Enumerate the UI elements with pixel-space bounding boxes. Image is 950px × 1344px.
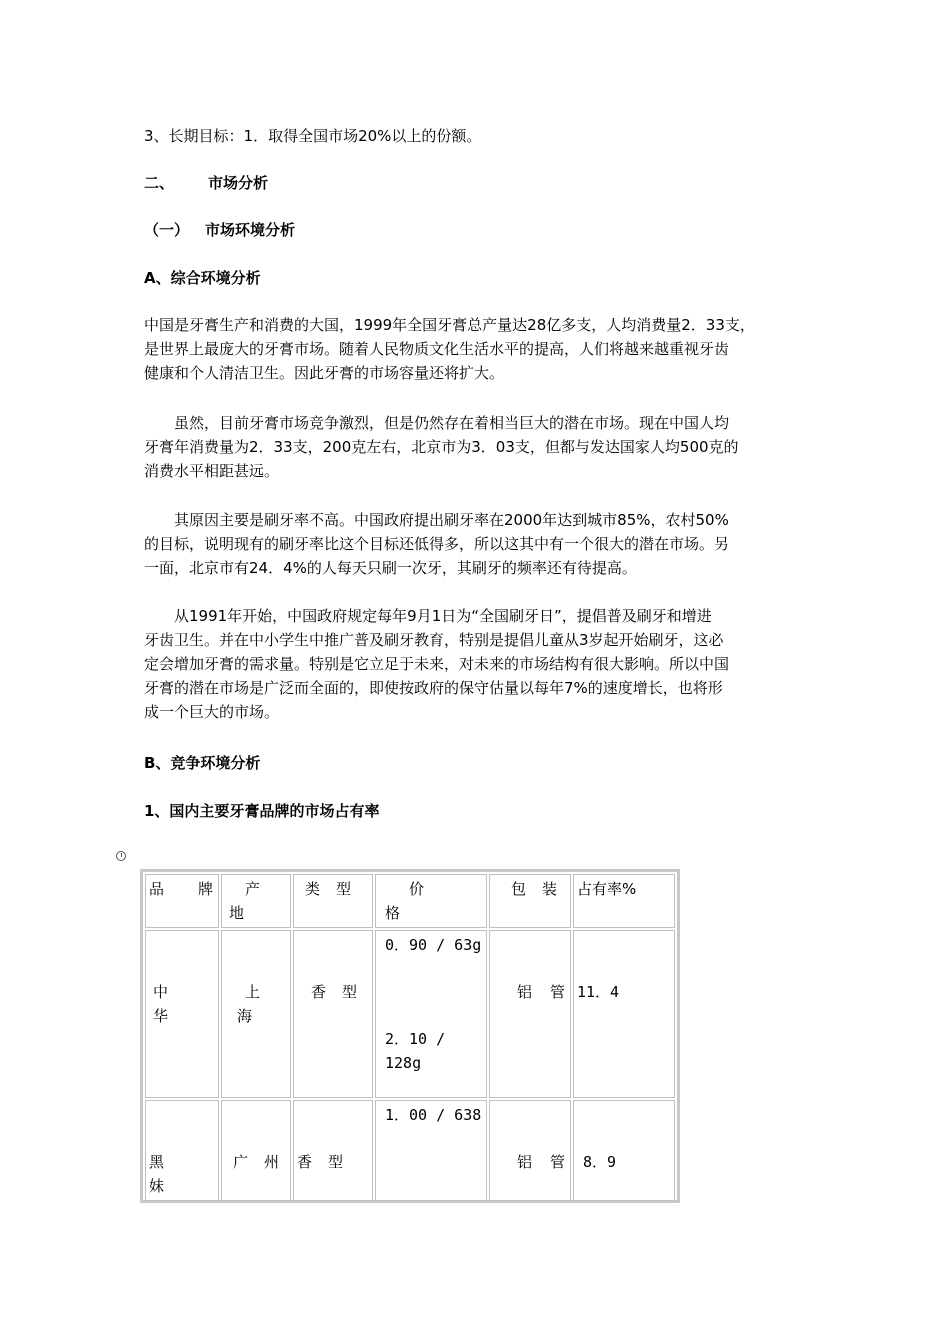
- cell-type: 香 型: [293, 1100, 373, 1201]
- header-type: 类 型: [293, 874, 373, 928]
- header-pack: 包 装: [489, 874, 571, 928]
- paragraph-4: 从1991年开始，中国政府规定每年9月1日为“全国刷牙日”，提倡普及刷牙和增进 牙齿卫生。并在中小学生中推广普及刷牙教育，特别是提倡儿童从3岁起开始刷牙，这必 定会增加牙膏的需求量。特别是它立足于未来，对未来的市场结构有很大影响。所以中国 牙膏的潜在市场是广泛而全面的，即使按政府的保守估量以每年7%的速度增长，也将形 成一个巨大的市场。: [144, 607, 730, 721]
- section-2-heading: [144, 171, 268, 195]
- cell-origin: 广 州: [221, 1100, 291, 1201]
- table-row: [145, 930, 675, 1098]
- subsection-1-heading: [144, 218, 295, 242]
- header-origin: 产 地: [221, 874, 291, 928]
- header-price: 价 格: [375, 874, 487, 928]
- header-brand: 品 牌: [145, 874, 219, 928]
- cell-pack: 铝 管: [489, 930, 571, 1098]
- header-share: 占有率%: [573, 874, 675, 928]
- subsection-1-number: （一）: [144, 221, 190, 239]
- market-share-table: [140, 869, 680, 1203]
- paragraph-2: 虽然，目前牙膏市场竞争激烈，但是仍然存在着相当巨大的潜在市场。现在中国人均 牙膏年消费量为2．33支，200克左右，北京市为3．03支，但都与发达国家人均500克的 消费水平相距甚远。: [144, 414, 739, 480]
- heading-b1: 1、国内主要牙膏品牌的市场占有率: [144, 802, 380, 820]
- long-term-goal: 3、长期目标：1．取得全国市场20%以上的份额。: [144, 127, 482, 145]
- cell-origin: 上 海: [221, 930, 291, 1098]
- paragraph-3: 其原因主要是刷牙率不高。中国政府提出刷牙率在2000年达到城市85%，农村50% 的目标，说明现有的刷牙率比这个目标还低得多，所以这其中有一个很大的潜在市场。另 一面，北京市有24．4%的人每天只刷一次牙，其刷牙的频率还有待提高。: [144, 511, 730, 577]
- cell-price: 0．90 / 63g 2．10 / 128g: [375, 930, 487, 1098]
- table-header-row: [145, 874, 675, 928]
- cell-brand: 黑妹: [145, 1100, 219, 1201]
- cell-brand: 中华: [145, 930, 219, 1098]
- cell-share: 8．9: [573, 1100, 675, 1201]
- cell-pack: 铝 管: [489, 1100, 571, 1201]
- cell-price: 1．00 / 638: [375, 1100, 487, 1201]
- heading-a: A、综合环境分析: [144, 269, 261, 287]
- paragraph-1: 中国是牙膏生产和消费的大国，1999年全国牙膏总产量达28亿多支，人均消费量2．33支， 是世界上最庞大的牙膏市场。随着人民物质文化生活水平的提高，人们将越来越重视牙齿 健康和个人清洁卫生。因此牙膏的市场容量还将扩大。: [144, 316, 755, 382]
- section-2-number: 二、: [144, 174, 175, 192]
- table-row: [145, 1100, 675, 1201]
- cell-share: 11．4: [573, 930, 675, 1098]
- table-anchor-icon[interactable]: [116, 851, 126, 861]
- section-2-title: 市场分析: [208, 174, 269, 192]
- subsection-1-title: 市场环境分析: [205, 221, 296, 239]
- heading-b: B、竞争环境分析: [144, 754, 261, 772]
- cell-type: 香 型: [293, 930, 373, 1098]
